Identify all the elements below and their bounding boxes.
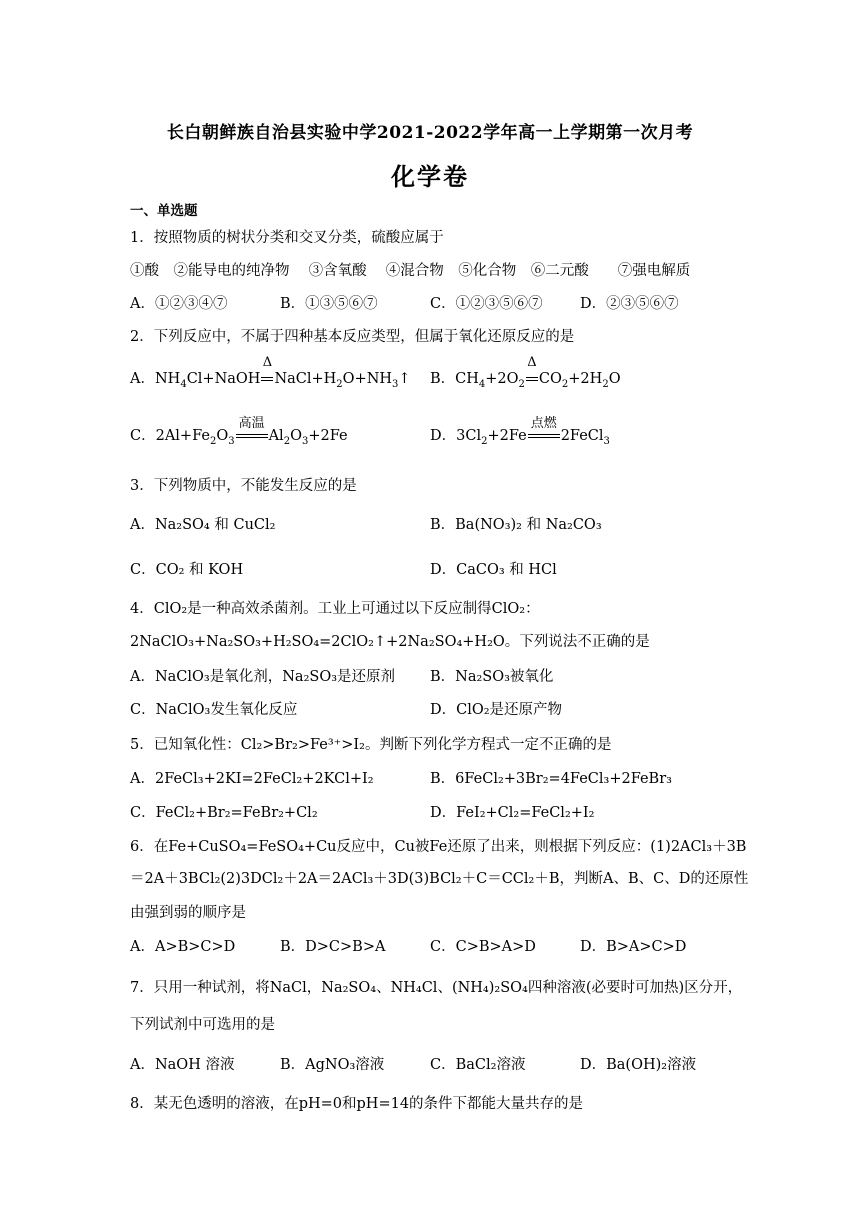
q2-a-sub3: 3 [392, 378, 399, 390]
q6-line-1: 6．在Fe+CuSO₄=FeSO₄+Cu反应中，Cu被Fe还原了出来，则根据下列反应：(1)2ACl₃＋3B [130, 839, 747, 855]
q3-option-d: D．CaCO₃ 和 HCl [430, 562, 557, 578]
q7-option-c: C．BaCl₂溶液 [430, 1057, 526, 1073]
q4-option-a: A．NaClO₃是氧化剂，Na₂SO₃是还原剂 [130, 669, 396, 685]
q2-a-condition [260, 355, 274, 387]
q6-line-3: 由强到弱的顺序是 [130, 905, 246, 921]
q2-c-text-2: O [216, 428, 229, 444]
q2-b-sub4: 2 [602, 378, 609, 390]
q5-option-a: A．2FeCl₃+2KI=2FeCl₂+2KCl+I₂ [130, 771, 374, 787]
q2-b-sub3: 2 [561, 378, 569, 390]
q2-a-text-1: A．NH [130, 371, 181, 387]
q4-option-d: D．ClO₂是还原产物 [430, 702, 563, 718]
q2-option-a [130, 355, 411, 390]
q2-d-text-3: 2FeCl [560, 428, 604, 444]
q6-line-2: ＝2A＋3BCl₂(2)3DCl₂＋2A＝2ACl₃＋3D(3)BCl₂＋C＝CCl₂＋B，判断A、B、C、D的还原性 [130, 871, 749, 887]
q2-d-condition-label: 点燃 [530, 416, 557, 431]
q2-b-text-4: +2H [568, 371, 603, 387]
q3-option-c: C．CO₂ 和 KOH [130, 562, 244, 578]
q5-option-d: D．FeI₂+Cl₂=FeCl₂+I₂ [430, 805, 595, 821]
q1-stem: 1．按照物质的树状分类和交叉分类，硫酸应属于 [130, 230, 444, 246]
q2-c-sub: 2 [209, 435, 217, 447]
q2-d-sub2: 3 [603, 435, 610, 447]
q6-option-a: A．A>B>C>D [130, 939, 236, 955]
q7-option-a: A．NaOH 溶液 [130, 1057, 235, 1073]
exam-subtitle: 化学卷 [391, 162, 469, 191]
q4-option-c: C．NaClO₃发生氧化反应 [130, 702, 298, 718]
q2-c-condition-label: 高温 [238, 416, 265, 431]
q3-stem: 3．下列物质中，不能发生反应的是 [130, 478, 357, 494]
q2-c-text-4: O [290, 428, 302, 444]
q4-equation: 2NaClO₃+Na₂SO₃+H₂SO₄=2ClO₂↑+2Na₂SO₄+H₂O。下列说法不正确的是 [130, 634, 650, 650]
q7-line-1: 7．只用一种试剂，将NaCl，Na₂SO₄、NH₄Cl、(NH₄)₂SO₄四种溶液(必要时可加热)区分开， [130, 980, 743, 996]
q2-a-text-4: O+NH [342, 371, 393, 387]
q2-a-sub2: 2 [336, 378, 343, 390]
q2-d-double-line [528, 434, 560, 438]
q2-a-double-line [261, 377, 273, 381]
q6-option-b: B．D>C>B>A [280, 939, 386, 955]
q2-d-sub: 2 [481, 435, 488, 447]
q2-c-text-1: C．2Al+Fe [130, 428, 210, 444]
q2-b-condition-label: Δ [527, 355, 537, 370]
q2-a-sub: 4 [180, 378, 187, 390]
q4-stem: 4．ClO₂是一种高效杀菌剂。工业上可通过以下反应制得ClO₂： [130, 601, 540, 617]
q2-a-text-2: Cl+NaOH [186, 371, 261, 387]
q8-stem: 8．某无色透明的溶液，在pH=0和pH=14的条件下都能大量共存的是 [130, 1096, 584, 1112]
q2-option-b [430, 355, 621, 390]
q5-option-b: B．6FeCl₂+3Br₂=4FeCl₃+2FeBr₃ [430, 771, 672, 787]
q2-c-sub3: 2 [283, 435, 291, 447]
q2-b-text-2: +2O [485, 371, 519, 387]
q4-option-b: B．Na₂SO₃被氧化 [430, 669, 554, 685]
q2-b-sub2: 2 [518, 378, 525, 390]
q2-b-text-3: CO [538, 371, 562, 387]
section-heading: 一、单选题 [130, 203, 198, 219]
q3-option-a: A．Na₂SO₄ 和 CuCl₂ [130, 517, 276, 533]
q1-items: ①酸 ②能导电的纯净物 ③含氧酸 ④混合物 ⑤化合物 ⑥二元酸 ⑦强电解质 [130, 263, 691, 279]
q2-d-condition [527, 416, 561, 444]
q2-a-text-3: NaCl+H [274, 371, 337, 387]
q2-a-text-5: ↑ [398, 371, 411, 387]
q7-line-2: 下列试剂中可选用的是 [130, 1017, 275, 1033]
q2-b-text-5: O [608, 371, 621, 387]
q2-d-text-1: D．3Cl [430, 428, 482, 444]
q2-a-condition-label: Δ [262, 355, 273, 370]
q2-b-text-1: B．CH [430, 371, 479, 387]
q2-option-c [130, 416, 348, 447]
q1-option-b: B．①③⑤⑥⑦ [280, 296, 378, 312]
q7-option-d: D．Ba(OH)₂溶液 [580, 1057, 697, 1073]
q2-c-text-5: +2Fe [308, 428, 348, 444]
q2-c-sub4: 3 [301, 435, 309, 447]
q7-option-b: B．AgNO₃溶液 [280, 1057, 385, 1073]
q2-d-text-2: +2Fe [487, 428, 527, 444]
q5-stem: 5．已知氧化性：Cl₂>Br₂>Fe³⁺>I₂。判断下列化学方程式一定不正确的是 [130, 737, 612, 753]
q2-b-sub: 4 [478, 378, 486, 390]
exam-title: 长白朝鲜族自治县实验中学2021-2022学年高一上学期第一次月考 [166, 123, 694, 143]
q2-c-double-line [236, 434, 268, 438]
q2-c-condition [235, 416, 269, 444]
q2-c-sub2: 3 [228, 435, 235, 447]
q2-b-double-line [526, 377, 538, 381]
q2-c-text-3: Al [268, 428, 284, 444]
q1-option-a: A．①②③④⑦ [130, 296, 228, 312]
q6-option-d: D．B>A>C>D [580, 939, 687, 955]
q1-option-d: D．②③⑤⑥⑦ [580, 296, 679, 312]
q3-option-b: B．Ba(NO₃)₂ 和 Na₂CO₃ [430, 517, 602, 533]
q2-stem: 2．下列反应中，不属于四种基本反应类型，但属于氧化还原反应的是 [130, 329, 575, 345]
q1-option-c: C．①②③⑤⑥⑦ [430, 296, 543, 312]
q5-option-c: C．FeCl₂+Br₂=FeBr₂+Cl₂ [130, 805, 318, 821]
q2-option-d [430, 416, 610, 447]
q6-option-c: C．C>B>A>D [430, 939, 536, 955]
q2-b-condition [525, 355, 539, 387]
